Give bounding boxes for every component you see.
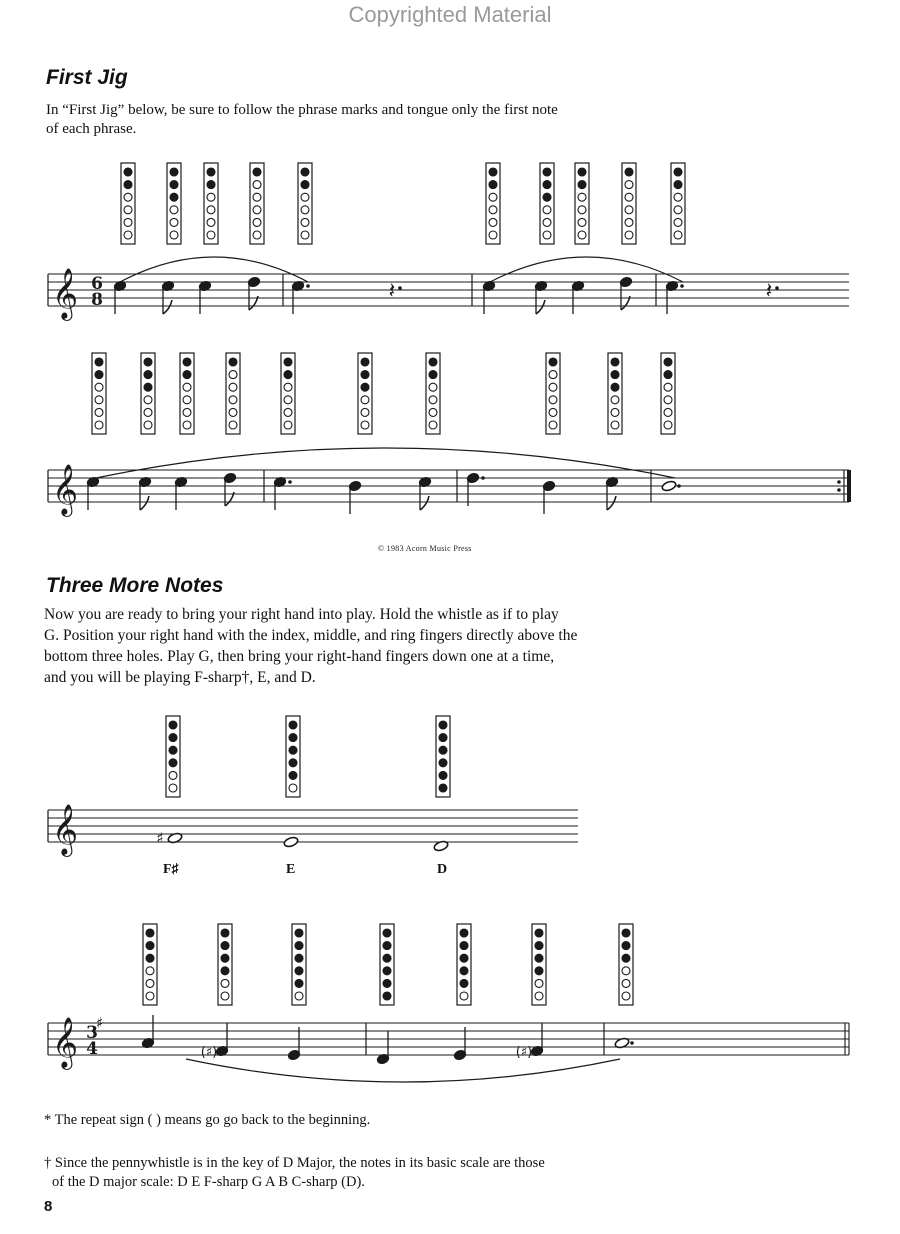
- covered-hole: [169, 746, 177, 754]
- covered-hole: [207, 168, 215, 176]
- fingering-chart-icon: [575, 163, 589, 244]
- covered-hole: [95, 371, 103, 379]
- covered-hole: [622, 929, 630, 937]
- time-signature-denominator: 4: [86, 1039, 98, 1059]
- open-hole: [578, 231, 586, 239]
- fingering-chart-icon: [540, 163, 554, 244]
- fingering-chart-icon: [166, 716, 180, 797]
- covered-hole: [144, 358, 152, 366]
- open-hole: [253, 193, 261, 201]
- covered-hole: [284, 358, 292, 366]
- covered-hole: [183, 358, 191, 366]
- open-hole: [622, 967, 630, 975]
- open-hole: [207, 231, 215, 239]
- fingering-chart-icon: [457, 924, 471, 1005]
- open-hole: [183, 421, 191, 429]
- covered-hole: [144, 383, 152, 391]
- covered-hole: [625, 168, 633, 176]
- covered-hole: [169, 734, 177, 742]
- note-label-f-sharp: F♯: [163, 862, 179, 877]
- treble-clef-icon: 𝄞: [52, 268, 79, 319]
- covered-hole: [221, 967, 229, 975]
- covered-hole: [207, 181, 215, 189]
- covered-hole: [183, 371, 191, 379]
- open-hole: [625, 206, 633, 214]
- three-notes-body-line-4: and you will be playing F-sharp†, E, and D.: [44, 669, 316, 686]
- three-notes-body-line-1: Now you are ready to bring your right hand into play. Hold the whistle as if to play: [44, 606, 559, 623]
- footnote-key-line-1: † Since the pennywhistle is in the key of D Major, the notes in its basic scale are those: [44, 1155, 545, 1171]
- covered-hole: [383, 992, 391, 1000]
- open-hole: [95, 408, 103, 416]
- open-hole: [183, 396, 191, 404]
- repeat-dot: [837, 480, 841, 484]
- fingering-chart-icon: [608, 353, 622, 434]
- note: [665, 280, 683, 314]
- open-hole: [95, 396, 103, 404]
- covered-hole: [611, 358, 619, 366]
- open-hole: [549, 421, 557, 429]
- open-hole: [664, 396, 672, 404]
- covered-hole: [535, 967, 543, 975]
- open-hole: [625, 181, 633, 189]
- section-title-three-more-notes: Three More Notes: [46, 574, 224, 597]
- open-hole: [284, 421, 292, 429]
- open-hole: [253, 231, 261, 239]
- note: [534, 280, 547, 314]
- open-hole: [295, 992, 303, 1000]
- note-flag: [140, 496, 149, 510]
- covered-hole: [460, 954, 468, 962]
- augmentation-dot: [398, 286, 402, 290]
- fingering-chart-icon: [298, 163, 312, 244]
- staff-system-2: [48, 470, 849, 502]
- covered-hole: [429, 371, 437, 379]
- first-jig-intro-line-1: In “First Jig” below, be sure to follow the phrase marks and tongue only the first note: [46, 102, 558, 118]
- covered-hole: [95, 358, 103, 366]
- fingering-chart-icon: [380, 924, 394, 1005]
- covered-hole: [170, 181, 178, 189]
- fingering-chart-icon: [546, 353, 560, 434]
- covered-hole: [221, 929, 229, 937]
- covered-hole: [124, 168, 132, 176]
- open-hole: [622, 979, 630, 987]
- note: [223, 472, 236, 506]
- fingering-chart-icon: [121, 163, 135, 244]
- treble-clef-icon: 𝄞: [52, 1017, 79, 1068]
- treble-clef-icon: 𝄞: [52, 464, 79, 515]
- note: [571, 280, 584, 314]
- covered-hole: [221, 954, 229, 962]
- open-hole: [578, 218, 586, 226]
- covered-hole: [361, 371, 369, 379]
- note: [291, 280, 309, 314]
- fingering-chart-icon: [92, 353, 106, 434]
- covered-hole: [429, 358, 437, 366]
- fingering-chart-icon: [141, 353, 155, 434]
- covered-hole: [543, 181, 551, 189]
- fingering-chart-icon: [250, 163, 264, 244]
- covered-hole: [543, 168, 551, 176]
- covered-hole: [383, 942, 391, 950]
- first-jig-intro-line-2: of each phrase.: [46, 121, 137, 137]
- note: [161, 280, 174, 314]
- covered-hole: [674, 168, 682, 176]
- open-hole: [169, 771, 177, 779]
- note: [201, 1023, 229, 1060]
- open-hole: [301, 231, 309, 239]
- open-hole: [429, 421, 437, 429]
- open-hole: [578, 193, 586, 201]
- open-hole: [361, 396, 369, 404]
- covered-hole: [295, 942, 303, 950]
- open-hole: [543, 231, 551, 239]
- note-label-d: D: [437, 862, 448, 877]
- open-hole: [253, 181, 261, 189]
- note-flag: [163, 300, 172, 314]
- staff-system-3: [48, 810, 578, 842]
- open-hole: [674, 231, 682, 239]
- open-hole: [170, 206, 178, 214]
- covered-hole: [146, 954, 154, 962]
- section-title-first-jig: First Jig: [46, 66, 128, 89]
- fingering-chart-icon: [226, 353, 240, 434]
- note: [348, 480, 361, 514]
- open-hole: [95, 421, 103, 429]
- open-hole: [535, 979, 543, 987]
- phrase-slur-4: [186, 1059, 620, 1082]
- open-hole: [221, 979, 229, 987]
- open-hole: [146, 967, 154, 975]
- three-notes-body-line-3: bottom three holes. Play G, then bring your right-hand fingers down one at a time,: [44, 648, 555, 665]
- covered-hole: [439, 771, 447, 779]
- covered-hole: [543, 193, 551, 201]
- augmentation-dot: [288, 480, 292, 484]
- open-hole: [543, 206, 551, 214]
- open-hole: [664, 408, 672, 416]
- open-hole: [144, 408, 152, 416]
- open-hole: [622, 992, 630, 1000]
- footnote-key-line-2: of the D major scale: D E F-sharp G A B C-sharp (D).: [52, 1174, 365, 1190]
- covered-hole: [611, 383, 619, 391]
- covered-hole: [144, 371, 152, 379]
- open-hole: [611, 408, 619, 416]
- key-signature-sharp: ♯: [96, 1014, 104, 1032]
- open-hole: [301, 193, 309, 201]
- open-hole: [489, 206, 497, 214]
- open-hole: [429, 408, 437, 416]
- open-hole: [361, 421, 369, 429]
- fingering-chart-icon: [218, 924, 232, 1005]
- covered-hole: [439, 746, 447, 754]
- fingering-chart-icon: [358, 353, 372, 434]
- covered-hole: [289, 759, 297, 767]
- open-hole: [124, 231, 132, 239]
- fingering-chart-icon: [532, 924, 546, 1005]
- covered-hole: [549, 358, 557, 366]
- note-flag: [420, 496, 429, 510]
- covered-hole: [578, 168, 586, 176]
- fingering-chart-icon: [661, 353, 675, 434]
- three-notes-body-line-2: G. Position your right hand with the index, middle, and ring fingers directly above the: [44, 627, 578, 644]
- fingering-chart-icon: [622, 163, 636, 244]
- open-hole: [144, 396, 152, 404]
- covered-hole: [170, 193, 178, 201]
- note: [619, 276, 632, 310]
- notehead: [661, 480, 677, 492]
- covered-hole: [289, 746, 297, 754]
- fingering-chart-icon: [619, 924, 633, 1005]
- fingering-chart-icon: [426, 353, 440, 434]
- covered-hole: [622, 954, 630, 962]
- note: [661, 480, 681, 492]
- open-hole: [489, 193, 497, 201]
- covered-hole: [361, 358, 369, 366]
- footnote-repeat-sign: * The repeat sign ( ) means go go back to the beginning.: [44, 1112, 371, 1128]
- fingering-chart-icon: [286, 716, 300, 797]
- covered-hole: [674, 181, 682, 189]
- open-hole: [664, 421, 672, 429]
- cautionary-sharp: (♯): [515, 1045, 533, 1060]
- covered-hole: [284, 371, 292, 379]
- note: [287, 1027, 300, 1061]
- covered-hole: [169, 759, 177, 767]
- note: [86, 476, 99, 510]
- open-hole: [543, 218, 551, 226]
- open-hole: [284, 396, 292, 404]
- page-number: 8: [44, 1198, 53, 1215]
- note: [247, 276, 260, 310]
- repeat-dot: [837, 488, 841, 492]
- open-hole: [207, 193, 215, 201]
- covered-hole: [229, 358, 237, 366]
- time-signature-numerator: 3: [86, 1023, 98, 1043]
- covered-hole: [289, 771, 297, 779]
- open-hole: [611, 396, 619, 404]
- open-hole: [221, 992, 229, 1000]
- open-hole: [229, 408, 237, 416]
- open-hole: [460, 992, 468, 1000]
- fingering-chart-icon: [143, 924, 157, 1005]
- note: [453, 1027, 466, 1061]
- covered-hole: [664, 358, 672, 366]
- covered-hole: [622, 942, 630, 950]
- fingering-chart-icon: [486, 163, 500, 244]
- covered-hole: [383, 929, 391, 937]
- covered-hole: [146, 942, 154, 950]
- watermark: Copyrighted Material: [348, 2, 552, 27]
- covered-hole: [489, 168, 497, 176]
- open-hole: [625, 193, 633, 201]
- open-hole: [361, 408, 369, 416]
- note-flag: [536, 300, 545, 314]
- note: [376, 1031, 389, 1065]
- note-flag: [607, 496, 616, 510]
- note: [198, 280, 211, 314]
- note: [516, 1023, 544, 1060]
- augmentation-dot: [775, 286, 779, 290]
- note: [466, 472, 484, 506]
- note: [283, 836, 299, 848]
- quarter-rest-icon: 𝄽: [388, 279, 396, 304]
- note: [605, 476, 618, 510]
- time-signature-denominator: 8: [91, 290, 103, 310]
- covered-hole: [535, 942, 543, 950]
- covered-hole: [361, 383, 369, 391]
- open-hole: [578, 206, 586, 214]
- covered-hole: [611, 371, 619, 379]
- open-hole: [429, 383, 437, 391]
- covered-hole: [460, 979, 468, 987]
- covered-hole: [146, 929, 154, 937]
- open-hole: [284, 408, 292, 416]
- open-hole: [549, 396, 557, 404]
- covered-hole: [460, 942, 468, 950]
- open-hole: [489, 231, 497, 239]
- fingering-chart-icon: [292, 924, 306, 1005]
- note: [174, 476, 187, 510]
- open-hole: [489, 218, 497, 226]
- open-hole: [284, 383, 292, 391]
- phrase-slur-2: [490, 257, 683, 282]
- note: [138, 476, 151, 510]
- augmentation-dot: [306, 284, 310, 288]
- quarter-rest-icon: 𝄽: [765, 279, 773, 304]
- open-hole: [95, 383, 103, 391]
- covered-hole: [295, 954, 303, 962]
- fingering-chart-icon: [167, 163, 181, 244]
- open-hole: [124, 218, 132, 226]
- covered-hole: [301, 181, 309, 189]
- open-hole: [169, 784, 177, 792]
- phrase-slur-1: [120, 257, 308, 282]
- covered-hole: [460, 929, 468, 937]
- phrase-slur-3: [96, 448, 675, 478]
- covered-hole: [253, 168, 261, 176]
- copyright-credit: © 1983 Acorn Music Press: [378, 544, 472, 553]
- covered-hole: [221, 942, 229, 950]
- covered-hole: [439, 784, 447, 792]
- open-hole: [301, 206, 309, 214]
- covered-hole: [439, 734, 447, 742]
- augmentation-dot: [481, 476, 485, 480]
- open-hole: [429, 396, 437, 404]
- open-hole: [146, 979, 154, 987]
- treble-clef-icon: 𝄞: [52, 804, 79, 855]
- note: [113, 280, 126, 314]
- augmentation-dot: [630, 1041, 634, 1045]
- open-hole: [229, 396, 237, 404]
- staff-system-4: [48, 1023, 849, 1055]
- open-hole: [674, 206, 682, 214]
- open-hole: [625, 231, 633, 239]
- time-signature-numerator: 6: [91, 274, 103, 294]
- open-hole: [674, 218, 682, 226]
- covered-hole: [664, 371, 672, 379]
- open-hole: [301, 218, 309, 226]
- covered-hole: [383, 954, 391, 962]
- open-hole: [253, 218, 261, 226]
- covered-hole: [295, 929, 303, 937]
- covered-hole: [169, 721, 177, 729]
- open-hole: [183, 408, 191, 416]
- sharp-accidental: ♯: [156, 829, 164, 847]
- open-hole: [611, 421, 619, 429]
- open-hole: [207, 206, 215, 214]
- open-hole: [535, 992, 543, 1000]
- covered-hole: [535, 954, 543, 962]
- covered-hole: [289, 734, 297, 742]
- fingering-chart-icon: [671, 163, 685, 244]
- covered-hole: [383, 979, 391, 987]
- open-hole: [289, 784, 297, 792]
- note-label-e: E: [286, 862, 296, 877]
- notehead: [283, 836, 299, 848]
- fingering-chart-icon: [281, 353, 295, 434]
- covered-hole: [295, 979, 303, 987]
- open-hole: [144, 421, 152, 429]
- open-hole: [170, 231, 178, 239]
- open-hole: [549, 383, 557, 391]
- covered-hole: [289, 721, 297, 729]
- fingering-chart-icon: [436, 716, 450, 797]
- open-hole: [229, 421, 237, 429]
- open-hole: [124, 206, 132, 214]
- open-hole: [549, 371, 557, 379]
- open-hole: [170, 218, 178, 226]
- covered-hole: [578, 181, 586, 189]
- augmentation-dot: [677, 484, 681, 488]
- note: [273, 476, 291, 510]
- covered-hole: [124, 181, 132, 189]
- open-hole: [229, 371, 237, 379]
- note: [482, 280, 495, 314]
- open-hole: [183, 383, 191, 391]
- covered-hole: [460, 967, 468, 975]
- covered-hole: [301, 168, 309, 176]
- covered-hole: [489, 181, 497, 189]
- open-hole: [146, 992, 154, 1000]
- cautionary-sharp: (♯): [200, 1045, 218, 1060]
- fingering-chart-icon: [204, 163, 218, 244]
- covered-hole: [170, 168, 178, 176]
- note: [418, 476, 431, 510]
- note: [141, 1015, 154, 1049]
- covered-hole: [535, 929, 543, 937]
- open-hole: [549, 408, 557, 416]
- covered-hole: [383, 967, 391, 975]
- open-hole: [229, 383, 237, 391]
- open-hole: [253, 206, 261, 214]
- open-hole: [674, 193, 682, 201]
- augmentation-dot: [680, 284, 684, 288]
- open-hole: [664, 383, 672, 391]
- fingering-chart-icon: [180, 353, 194, 434]
- covered-hole: [295, 967, 303, 975]
- covered-hole: [439, 721, 447, 729]
- open-hole: [207, 218, 215, 226]
- note: [542, 480, 555, 514]
- open-hole: [124, 193, 132, 201]
- covered-hole: [439, 759, 447, 767]
- open-hole: [625, 218, 633, 226]
- note: [156, 829, 183, 847]
